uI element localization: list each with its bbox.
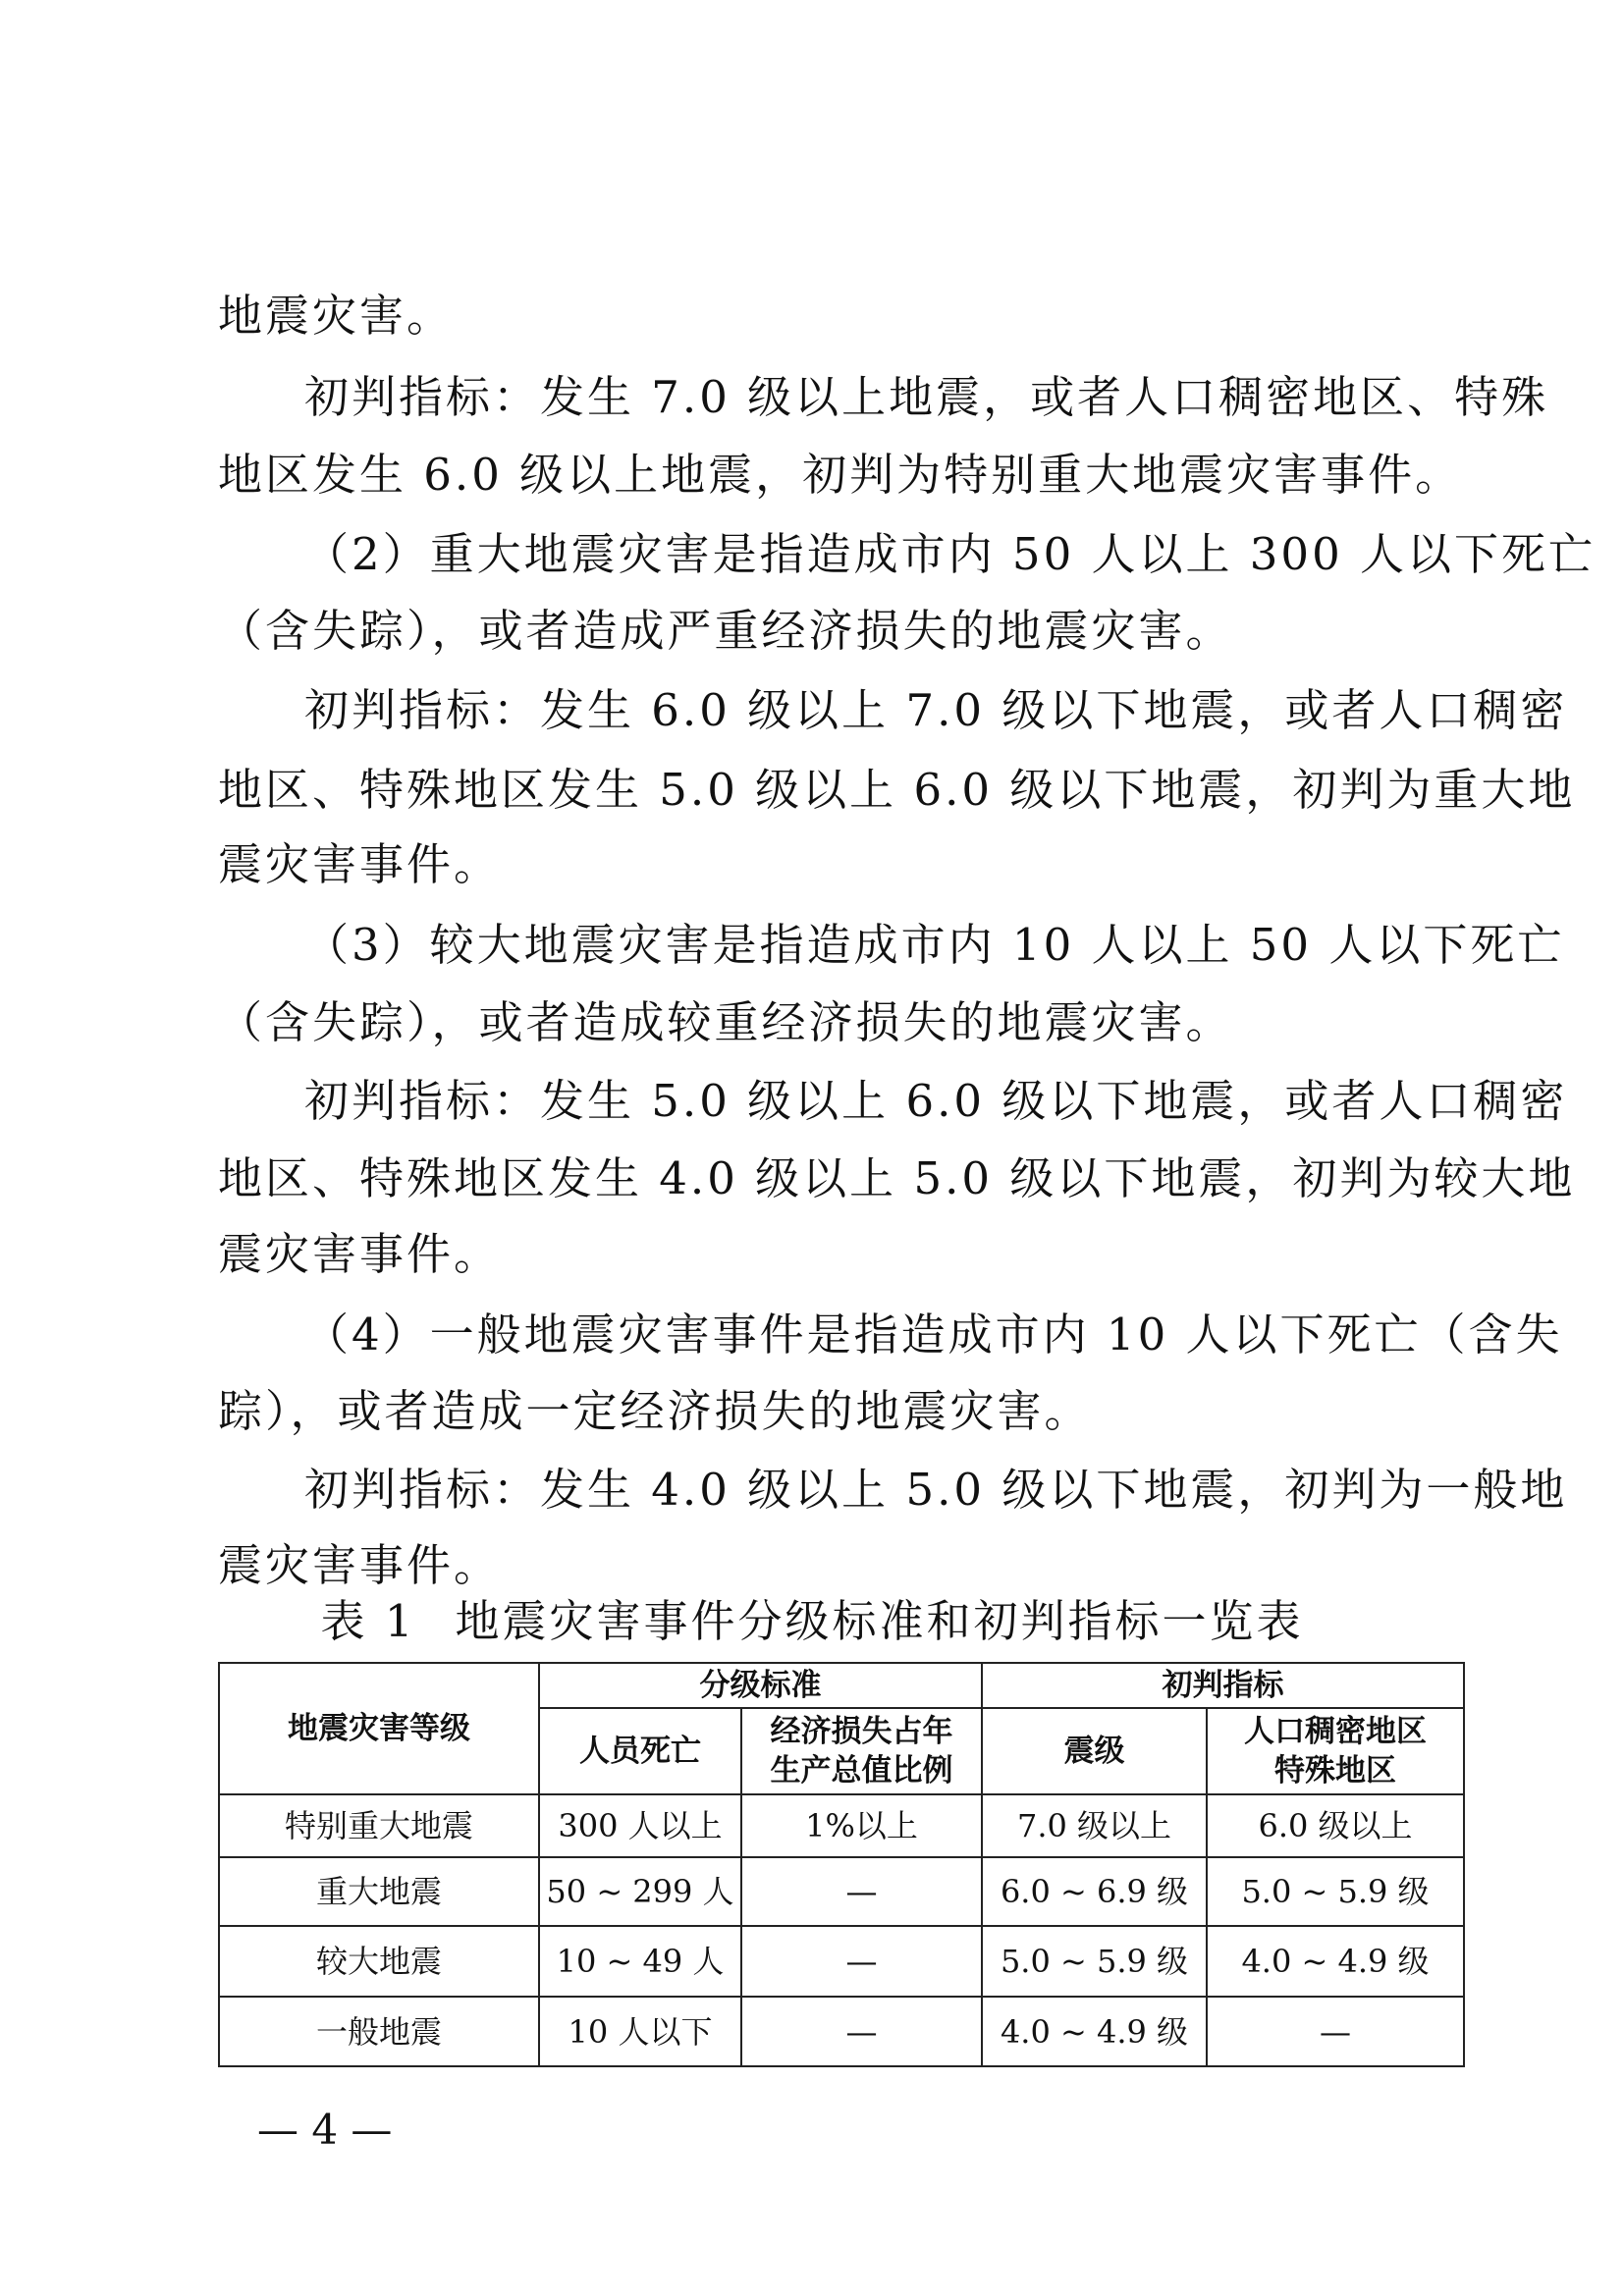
header-econ-line-2: 生产总值比例 <box>770 1753 953 1789</box>
cell-dense: 5.0 ~ 5.9 级 <box>1207 1857 1464 1926</box>
cell-level: 一般地震 <box>219 1997 539 2066</box>
body-line-16: 初判指标：发生 4.0 级以上 5.0 级以下地震，初判为一般地 <box>304 1464 1568 1516</box>
cell-econ: 1%以上 <box>741 1794 982 1857</box>
body-line-4: （2）重大地震灾害是指造成市内 50 人以上 300 人以下死亡 <box>304 528 1597 580</box>
header-econ-loss <box>741 1708 982 1794</box>
header-magnitude: 震级 <box>982 1708 1207 1794</box>
table-row <box>219 1997 1464 2066</box>
header-level: 地震灾害等级 <box>219 1663 539 1794</box>
table-header-row-1 <box>219 1663 1464 1708</box>
cell-econ: — <box>741 1926 982 1997</box>
cell-deaths: 50 ~ 299 人 <box>539 1857 741 1926</box>
cell-deaths: 10 ~ 49 人 <box>539 1926 741 1997</box>
cell-dense: 6.0 级以上 <box>1207 1794 1464 1857</box>
table-caption-number: 表 1 <box>320 1595 416 1647</box>
cell-econ: — <box>741 1857 982 1926</box>
body-line-15: 踪），或者造成一定经济损失的地震灾害。 <box>218 1385 1092 1437</box>
cell-magnitude: 4.0 ~ 4.9 级 <box>982 1997 1207 2066</box>
cell-deaths: 300 人以上 <box>539 1794 741 1857</box>
cell-level: 特别重大地震 <box>219 1794 539 1857</box>
body-line-7: 地区、特殊地区发生 5.0 级以上 6.0 级以下地震，初判为重大地 <box>218 764 1576 816</box>
header-dense-line-2: 特殊地区 <box>1274 1753 1396 1789</box>
grading-table <box>218 1662 1465 2067</box>
body-line-5: （含失踪），或者造成严重经济损失的地震灾害。 <box>218 605 1233 657</box>
body-line-6: 初判指标：发生 6.0 级以上 7.0 级以下地震，或者人口稠密 <box>304 684 1568 736</box>
cell-level: 较大地震 <box>219 1926 539 1997</box>
body-line-2: 初判指标：发生 7.0 级以上地震，或者人口稠密地区、特殊 <box>304 371 1549 423</box>
header-deaths: 人员死亡 <box>539 1708 741 1794</box>
table-caption-title: 地震灾害事件分级标准和初判指标一览表 <box>455 1595 1304 1647</box>
body-line-10: （含失踪），或者造成较重经济损失的地震灾害。 <box>218 996 1233 1048</box>
body-line-12: 地区、特殊地区发生 4.0 级以上 5.0 级以下地震，初判为较大地 <box>218 1152 1576 1204</box>
table-row <box>219 1794 1464 1857</box>
cell-magnitude: 6.0 ~ 6.9 级 <box>982 1857 1207 1926</box>
cell-dense: 4.0 ~ 4.9 级 <box>1207 1926 1464 1997</box>
header-dense-area <box>1207 1708 1464 1794</box>
body-line-3: 地区发生 6.0 级以上地震，初判为特别重大地震灾害事件。 <box>218 449 1463 501</box>
body-line-11: 初判指标：发生 5.0 级以上 6.0 级以下地震，或者人口稠密 <box>304 1075 1568 1127</box>
cell-deaths: 10 人以下 <box>539 1997 741 2066</box>
header-group-standard: 分级标准 <box>539 1663 982 1708</box>
cell-magnitude: 7.0 级以上 <box>982 1794 1207 1857</box>
table-caption <box>0 1592 1624 1651</box>
body-line-1: 地震灾害。 <box>218 290 455 342</box>
body-line-13: 震灾害事件。 <box>218 1228 502 1280</box>
header-group-indicator: 初判指标 <box>982 1663 1464 1708</box>
body-line-9: （3）较大地震灾害是指造成市内 10 人以上 50 人以下死亡 <box>304 919 1565 971</box>
table-row <box>219 1857 1464 1926</box>
body-line-14: （4）一般地震灾害事件是指造成市内 10 人以下死亡（含失 <box>304 1308 1563 1361</box>
cell-dense: — <box>1207 1997 1464 2066</box>
cell-level: 重大地震 <box>219 1857 539 1926</box>
header-dense-line-1: 人口稠密地区 <box>1244 1714 1427 1749</box>
body-line-8: 震灾害事件。 <box>218 838 502 890</box>
header-econ-line-1: 经济损失占年 <box>770 1714 953 1749</box>
table-row <box>219 1926 1464 1997</box>
body-line-17: 震灾害事件。 <box>218 1539 502 1591</box>
cell-econ: — <box>741 1997 982 2066</box>
page-number: — 4 — <box>257 2106 393 2154</box>
cell-magnitude: 5.0 ~ 5.9 级 <box>982 1926 1207 1997</box>
